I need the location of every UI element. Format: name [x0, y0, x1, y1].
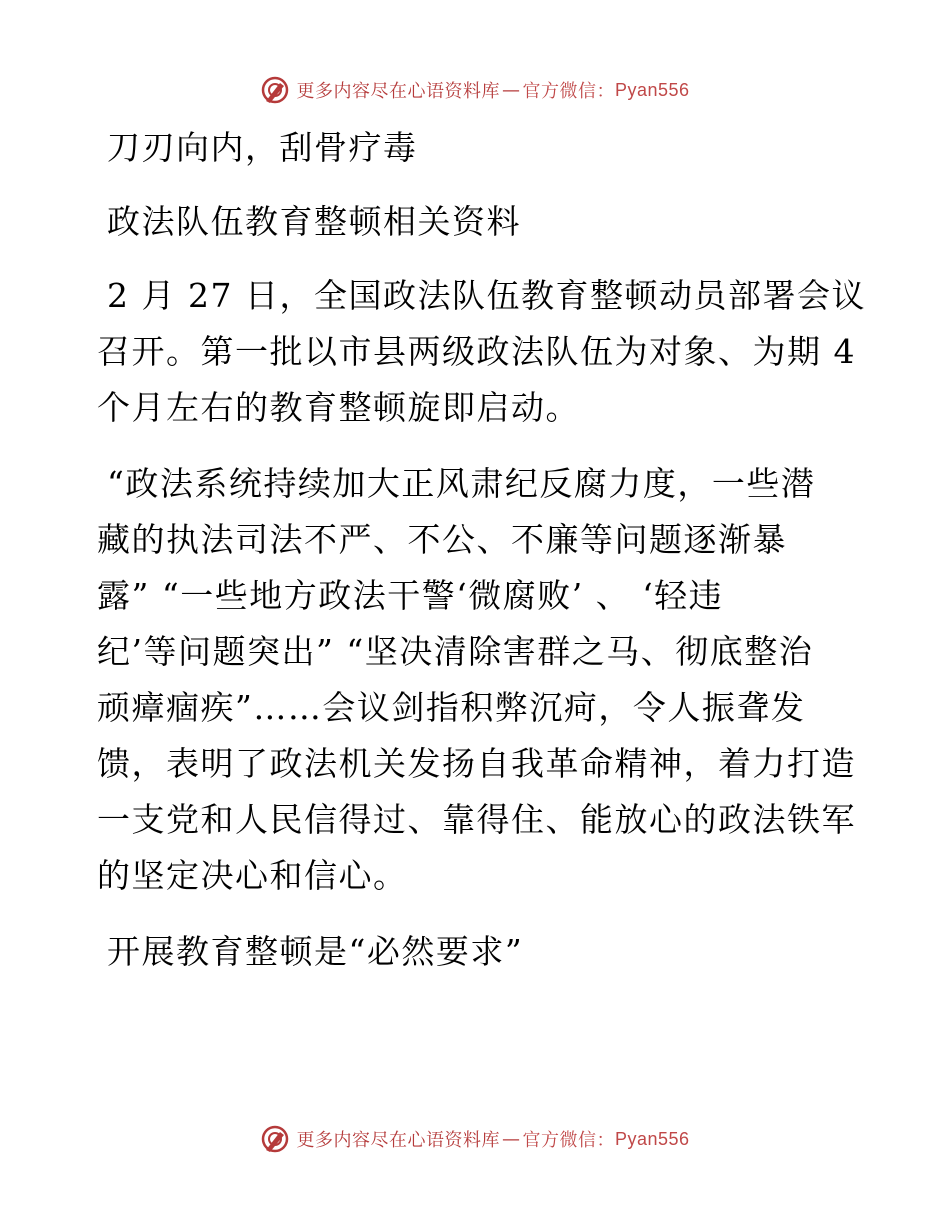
- paragraph-line: 顽瘴痼疾”……会议剑指积弊沉疴，令人振聋发: [97, 688, 806, 727]
- watermark-wechat-label: 官方微信：: [522, 81, 615, 102]
- paragraph-line: 露” “一些地方政法干警‘微腐败’ 、 ‘轻违: [97, 576, 724, 615]
- pen-logo-icon: [260, 1124, 290, 1154]
- paragraph-line: 的坚定决心和信心。: [97, 856, 408, 895]
- paragraph-line: 2 月 27 日，全国政法队伍教育整顿动员部署会议: [107, 276, 866, 315]
- paragraph-line: 一支党和人民信得过、靠得住、能放心的政法铁军: [97, 800, 856, 839]
- watermark-wechat-id: Pyan556: [614, 1128, 690, 1149]
- watermark-wechat-label: 官方微信：: [522, 1130, 615, 1151]
- paragraph-line: 个月左右的教育整顿旋即启动。: [97, 388, 580, 427]
- paragraph-2: [97, 456, 857, 904]
- header-watermark: [0, 70, 950, 110]
- watermark-text: 更多内容尽在心语资料库: [296, 1130, 500, 1151]
- subtitle-block: [97, 194, 857, 250]
- pen-logo-icon: [260, 75, 290, 105]
- paragraph-line: 召开。第一批以市县两级政法队伍为对象、为期 4: [97, 332, 856, 371]
- document-subtitle: 政法队伍教育整顿相关资料: [107, 202, 521, 241]
- section-heading-block: [97, 924, 857, 980]
- paragraph-line: 藏的执法司法不严、不公、不廉等问题逐渐暴: [97, 520, 787, 559]
- paragraph-line: 纪’等问题突出” “坚决清除害群之马、彻底整治: [97, 632, 814, 671]
- document-title: 刀刃向内，刮骨疗毒: [107, 128, 418, 167]
- document-body: [97, 120, 866, 1000]
- watermark-dash: —: [501, 1128, 521, 1150]
- section-heading: 开展教育整顿是“必然要求”: [107, 932, 524, 971]
- footer-watermark: [0, 1119, 950, 1159]
- watermark-text: 更多内容尽在心语资料库: [296, 81, 500, 102]
- paragraph-line: “政法系统持续加大正风肃纪反腐力度，一些潜: [107, 464, 816, 503]
- title-block: [97, 120, 857, 176]
- watermark-dash: —: [501, 79, 521, 101]
- paragraph-line: 馈，表明了政法机关发扬自我革命精神，着力打造: [97, 744, 856, 783]
- paragraph-1: [97, 268, 866, 436]
- watermark-wechat-id: Pyan556: [614, 79, 690, 100]
